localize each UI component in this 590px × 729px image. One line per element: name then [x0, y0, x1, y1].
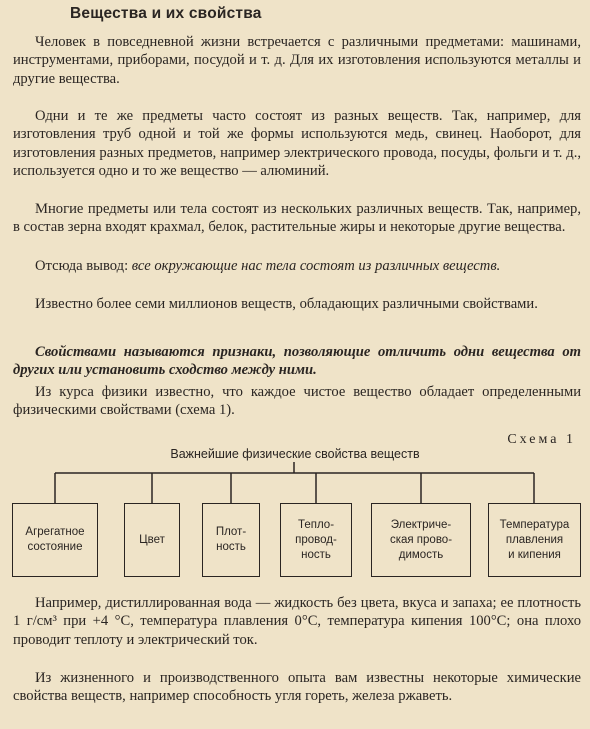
conclusion-italic: все окружающие нас тела состоят из различных веществ. [131, 258, 501, 274]
paragraph-water-example: Например, дистиллированная вода — жидкость без цвета, вкуса и запаха; ее плотность 1 г/см³ при +4 °C, температура плавления 0°C, температура кипения 100°C; она плохо проводит теплоту и электрический ток. [13, 595, 581, 648]
conclusion-lead: Отсюда вывод: [35, 258, 132, 274]
box-melting-boiling: Температура плавления и кипения [488, 503, 581, 577]
box-thermal-conductivity: Тепло- провод- ность [280, 503, 352, 577]
paragraph-same-objects: Одни и те же предметы часто состоят из разных веществ. Так, например, для изготовления труб одной и той же формы используются медь, свинец. Наоборот, для изготовления разных предметов, например электрического провода, посуды, фольги и т. д., используется одно и то же вещество — алюминий. [13, 108, 581, 179]
paragraph-seven-million: Известно более семи миллионов веществ, обладающих различными свойствами. [35, 296, 538, 312]
box-color: Цвет [124, 503, 180, 577]
paragraph-chemical-properties: Из жизненного и производственного опыта вам известны некоторые химические свойства веществ, например способность угля гореть, железа ржаветь. [13, 670, 581, 705]
paragraph-bodies: Многие предметы или тела состоят из нескольких различных веществ. Так, например, в состав зерна входят крахмал, белок, растительные жиры и некоторые другие вещества. [13, 201, 581, 236]
box-electrical-conductivity: Электриче- ская прово- димость [371, 503, 471, 577]
box-aggregate-state: Агрегатное состояние [12, 503, 98, 577]
paragraph-physics: Из курса физики известно, что каждое чистое вещество обладает определенными физическими свойствами (схема 1). [13, 384, 581, 419]
box-density: Плот- ность [202, 503, 260, 577]
schema-label: Схема 1 [507, 432, 576, 447]
paragraph-definition: Свойствами называются признаки, позволяющие отличить одни вещества от других или установить сходство между ними. [13, 344, 581, 379]
paragraph-objects: Человек в повседневной жизни встречается с различными предметами: машинами, инструментами, приборами, посудой и т. д. Для их изготовления используются металлы и другие вещества. [13, 34, 581, 87]
section-title: Вещества и их свойства [70, 5, 262, 22]
diagram-title: Важнейшие физические свойства веществ [170, 447, 420, 461]
